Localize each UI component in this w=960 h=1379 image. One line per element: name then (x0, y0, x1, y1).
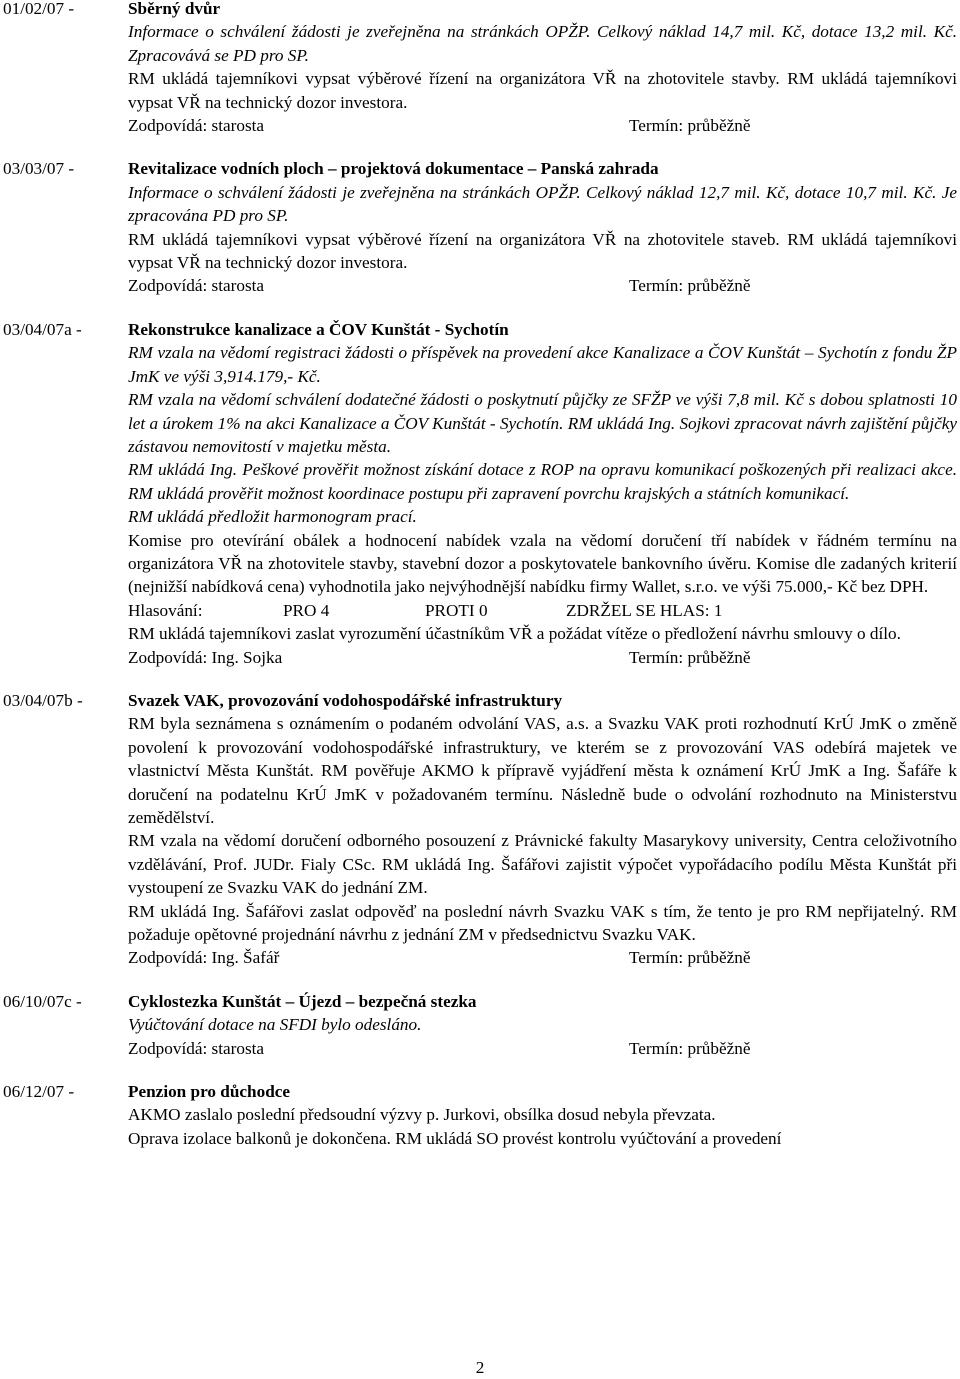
item-paragraph: RM ukládá tajemníkovi vypsat výběrové řízení na organizátora VŘ na zhotovitele stavby. RM ukládá tajemníkovi vypsat VŘ na technický dozor investora. (128, 69, 957, 112)
item-title: Svazek VAK, provozování vodohospodářské infrastruktury (128, 690, 563, 710)
item-body (128, 1080, 957, 1150)
vote-line (128, 599, 957, 622)
vote-proti: PROTI 0 (425, 600, 488, 620)
responsibility-line (128, 114, 957, 137)
page-number: 2 (475, 1358, 485, 1377)
responsible-person: Zodpovídá: starosta (128, 276, 265, 296)
item-body (128, 318, 957, 669)
item-paragraph: Informace o schválení žádosti je zveřejněna na stránkách OPŽP. Celkový náklad 14,7 mil. Kč, dotace 13,2 mil. Kč. Zpracovává se PD pro SP. (128, 22, 957, 65)
item-paragraph: AKMO zaslalo poslední předsoudní výzvy p. Jurkovi, obsílka dosud nebyla převzata. (128, 1105, 716, 1125)
agenda-item (3, 157, 957, 297)
item-paragraph: Oprava izolace balkonů je dokončena. RM ukládá SO provést kontrolu vyúčtování a provedení (128, 1128, 782, 1148)
item-code: 06/10/07c - (3, 991, 82, 1011)
agenda-item (3, 318, 957, 669)
item-code: 03/04/07b - (3, 690, 83, 710)
item-title: Rekonstrukce kanalizace a ČOV Kunštát - Sychotín (128, 319, 509, 339)
responsibility-line (128, 274, 957, 297)
responsible-person: Zodpovídá: starosta (128, 1038, 265, 1058)
item-body (128, 0, 957, 137)
deadline: Termín: průběžně (629, 948, 751, 968)
deadline: Termín: průběžně (629, 647, 751, 667)
responsible-person: Zodpovídá: starosta (128, 116, 265, 136)
vote-pro: PRO 4 (283, 600, 330, 620)
item-code: 03/03/07 - (3, 159, 75, 179)
item-body (128, 157, 957, 297)
vote-abstain: ZDRŽEL SE HLAS: 1 (566, 600, 723, 620)
item-paragraph: RM vzala na vědomí doručení odborného posouzení z Právnické fakulty Masarykovy university, Centra celoživotního vzdělávání, Prof. JUDr. Fialy CSc. RM ukládá Ing. Šafářovi zajistit výpočet vypořádacího podílu Města Kunštát při vystoupení ze Svazku VAK do jednání ZM. (128, 831, 957, 898)
item-paragraph: RM ukládá tajemníkovi vypsat výběrové řízení na organizátora VŘ na zhotovitele staveb. RM ukládá tajemníkovi vypsat VŘ na technický dozor investora. (128, 229, 957, 273)
deadline: Termín: průběžně (629, 116, 751, 136)
item-paragraph: RM ukládá předložit harmonogram prací. (128, 507, 417, 527)
item-title: Penzion pro důchodce (128, 1082, 291, 1102)
responsible-person: Zodpovídá: Ing. Sojka (128, 647, 283, 667)
vote-label: Hlasování: (128, 600, 203, 620)
agenda-item (3, 1080, 957, 1150)
item-paragraph: RM ukládá tajemníkovi zaslat vyrozumění účastníkům VŘ a požádat vítěze o předložení návrhu smlouvy o dílo. (128, 624, 901, 644)
item-paragraph: RM ukládá Ing. Šafářovi zaslat odpověď na poslední návrh Svazku VAK s tím, že tento je pro RM nepřijatelný. RM požaduje opětovné projednání návrhu z jednání ZM v předsednictvu Svazku VAK. (128, 901, 957, 945)
item-body (128, 689, 957, 970)
item-paragraph: RM ukládá Ing. Peškové prověřit možnost získání dotace z ROP na opravu komunikací poškozených při realizaci akce. RM ukládá prověřit možnost koordinace postupu při zapravení povrchu krajských a státních komunikací. (128, 460, 957, 503)
item-code: 01/02/07 - (3, 0, 75, 18)
item-code: 06/12/07 - (3, 1082, 75, 1102)
deadline: Termín: průběžně (629, 1038, 751, 1058)
document-page (3, 0, 957, 1170)
responsible-person: Zodpovídá: Ing. Šafář (128, 948, 280, 968)
responsibility-line (128, 946, 957, 969)
responsibility-line (128, 646, 957, 669)
agenda-item (3, 689, 957, 970)
item-paragraph: Vyúčtování dotace na SFDI bylo odesláno. (128, 1015, 422, 1035)
deadline: Termín: průběžně (629, 276, 751, 296)
item-paragraph: RM vzala na vědomí registraci žádosti o příspěvek na provedení akce Kanalizace a ČOV Kunštát – Sychotín z fondu ŽP JmK ve výši 3,914.179,- Kč. (128, 343, 957, 386)
item-code: 03/04/07a - (3, 319, 82, 339)
item-paragraph: RM vzala na vědomí schválení dodatečné žádosti o poskytnutí půjčky ze SFŽP ve výši 7,8 mil. Kč s dobou splatnosti 10 let a úrokem 1% na akci Kanalizace a ČOV Kunštát - Sychotín. RM ukládá Ing. Sojkovi zpracovat návrh zajištění půjčky zástavou nemovitostí v majetku města. (128, 390, 957, 456)
responsibility-line (128, 1037, 957, 1060)
item-title: Cyklostezka Kunštát – Újezd – bezpečná stezka (128, 991, 477, 1011)
item-title: Revitalizace vodních ploch – projektová dokumentace – Panská zahrada (128, 159, 659, 179)
agenda-item (3, 990, 957, 1060)
item-paragraph: Informace o schválení žádosti je zveřejněna na stránkách OPŽP. Celkový náklad 12,7 mil. Kč, dotace 10,7 mil. Kč. Je zpracována PD pro SP. (128, 182, 957, 226)
agenda-item (3, 0, 957, 137)
item-body (128, 990, 957, 1060)
item-paragraph: RM byla seznámena s oznámením o podaném odvolání VAS, a.s. a Svazku VAK proti rozhodnutí KrÚ JmK o změně povolení k provozování vodohospodářské infrastruktury, ve kterém se z provozování VAS odebírá majetek ve vlastnictví Města Kunštát. RM pověřuje AKMO k přípravě vyjádření města k oznámení KrÚ JmK a Ing. Šafáře k doručení na podatelnu KrÚ JmK v požadovaném termínu. Následně bude o odvolání rozhodnuto na Ministerstvu zemědělství. (128, 714, 957, 827)
item-title: Sběrný dvůr (128, 0, 221, 18)
item-paragraph: Komise pro otevírání obálek a hodnocení nabídek vzala na vědomí doručení tří nabídek v řádném termínu na organizátora VŘ na zhotovitele stavby, stavební dozor a poskytovatele bankovního úvěru. Komise dle zadaných kriterií (nejnižší nabídková cena) vyhodnotila jako nejvýhodnější nabídku firmy Wallet, s.r.o. ve výši 75.000,- Kč bez DPH. (128, 530, 957, 597)
